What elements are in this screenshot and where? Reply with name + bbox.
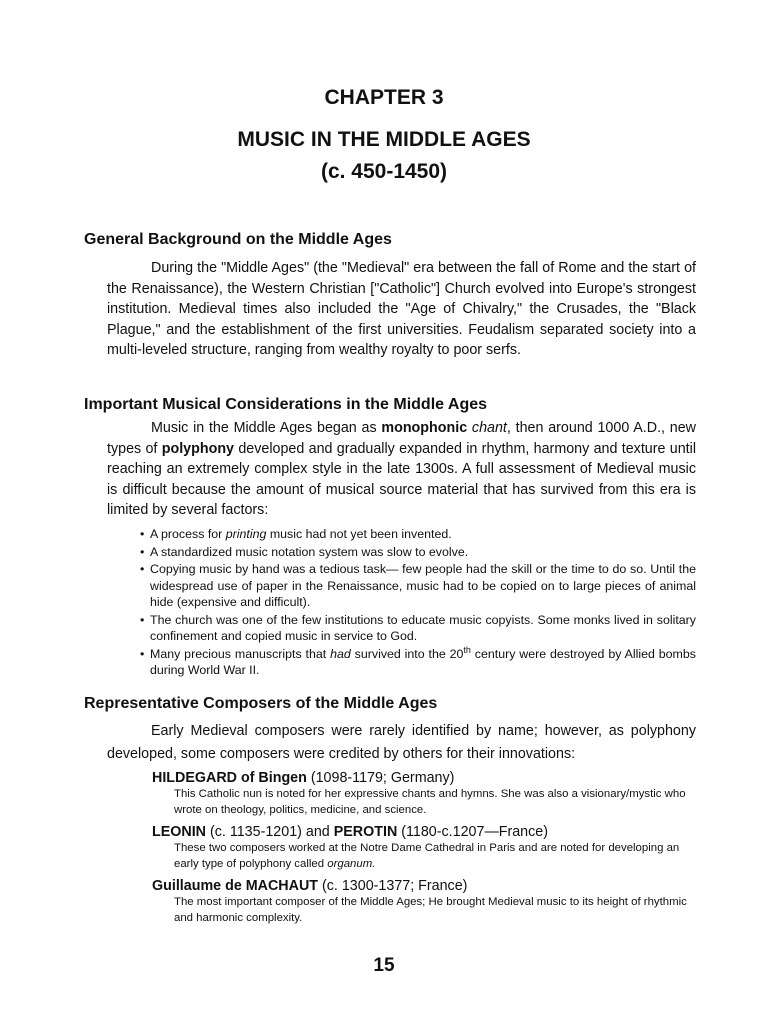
composer-entry-machaut: Guillaume de MACHAUT (c. 1300-1377; France) The most important composer of the Middle Ages; He brought Medieval music to its height of rhythmic and harmonic complexity. — [152, 877, 702, 926]
list-item: • Many precious manuscripts that had survived into the 20th century were destroyed by Allied bombs during World War II. — [140, 644, 696, 677]
composer-description: These two composers worked at the Notre Dame Cathedral in Paris and are noted for developing an early type of polyphony called organum. — [174, 842, 680, 870]
chapter-date-range: (c. 450-1450) — [320, 160, 448, 183]
section-heading-background: General Background on the Middle Ages — [84, 231, 392, 248]
composer-entry-hildegard: HILDEGARD of Bingen (1098-1179; Germany) This Catholic nun is noted for her expressive chants and hymns. She was also a visionary/mystic who wrote on theology, politics, medicine, and science. — [152, 769, 702, 818]
composer-description: This Catholic nun is noted for her expressive chants and hymns. She was also a visionary/mystic who wrote on theology, politics, medicine, and science. — [174, 788, 686, 816]
factors-list — [140, 526, 696, 680]
list-item: • A standardized music notation system was slow to evolve. — [140, 544, 469, 559]
composer-description: The most important composer of the Middle Ages; He brought Medieval music to its height of rhythmic and harmonic complexity. — [174, 896, 687, 924]
background-paragraph: During the "Middle Ages" (the "Medieval" era between the fall of Rome and the start of the Renaissance), the Western Christian ["Catholic"] Church evolved into Europe's strongest institution. Medieval times also included the "Age of Chivalry," the Crusades, the "Black Plague," and the establishment of the first universities. Feudalism separated society into a multi-leveled structure, ranging from wealthy royalty to poor serfs. — [107, 260, 696, 358]
musical-paragraph: Music in the Middle Ages began as monophonic chant, then around 1000 A.D., new types of polyphony developed and gradually expanded in rhythm, harmony and texture until reaching an extremely complex style in the late 1300s. A full assessment of Medieval music is difficult because the amount of musical source material that has survived from this era is limited by several factors: — [107, 420, 697, 518]
section-heading-musical: Important Musical Considerations in the Middle Ages — [84, 396, 488, 413]
list-item: • The church was one of the few institutions to educate music copyists. Some monks lived in solitary confinement and copied music in service to God. — [140, 612, 696, 643]
chapter-label: CHAPTER 3 — [324, 86, 444, 109]
list-item: • Copying music by hand was a tedious task— few people had the skill or the time to do so. Until the widespread use of paper in the Renaissance, music had to be copied on to large pieces of animal hide (expensive and difficult). — [140, 562, 696, 609]
list-item: • A process for printing music had not yet been invented. — [140, 527, 452, 541]
page-number: 15 — [373, 955, 395, 976]
chapter-title: MUSIC IN THE MIDDLE AGES — [237, 128, 531, 151]
composer-entry-leonin-perotin: LEONIN (c. 1135-1201) and PEROTIN (1180-c.1207—France) These two composers worked at the Notre Dame Cathedral in Paris and are noted for developing an early type of polyphony called organum. — [152, 823, 702, 872]
section-heading-composers: Representative Composers of the Middle Ages — [84, 695, 438, 712]
composers-paragraph: Early Medieval composers were rarely identified by name; however, as polyphony developed, some composers were credited by others for their innovations: — [107, 723, 696, 762]
